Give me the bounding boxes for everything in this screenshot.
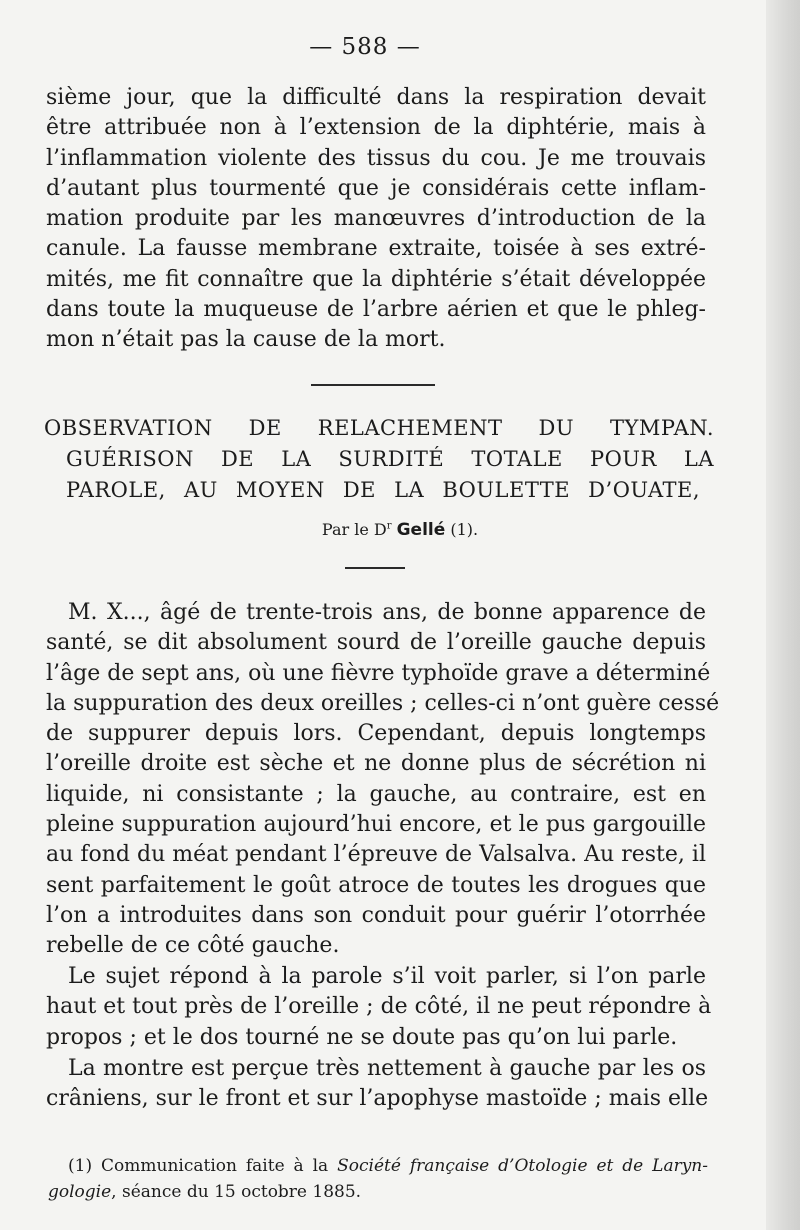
section-rule-top bbox=[311, 384, 435, 386]
text-line: pleine suppuration aujourd’hui encore, et le pus gargouille bbox=[46, 812, 706, 838]
text-line: propos ; et le dos tourné ne se doute pas qu’on lui parle. bbox=[46, 1024, 678, 1050]
article-title bbox=[44, 413, 714, 506]
text-line: crâniens, sur le front et sur l’apophyse mastoïde ; mais elle bbox=[46, 1086, 709, 1112]
text-line: rebelle de ce côté gauche. bbox=[46, 933, 340, 959]
footnote-line bbox=[48, 1179, 708, 1205]
text-line: haut et tout près de l’oreille ; de côté, il ne peut répondre à bbox=[46, 994, 712, 1020]
text-line: sième jour, que la difficulté dans la respiration devait bbox=[46, 85, 706, 110]
author-name: Gellé bbox=[396, 520, 446, 540]
text-line: sent parfaitement le goût atroce de toutes les drogues que bbox=[46, 872, 706, 898]
footnote-line bbox=[48, 1153, 708, 1179]
text-line: Le sujet répond à la parole s’il voit parler, si l’on parle bbox=[68, 964, 706, 989]
text-line: de suppurer depuis lors. Cependant, depuis longtemps bbox=[46, 721, 706, 747]
paragraph-3 bbox=[46, 1054, 709, 1115]
text-line: la suppuration des deux oreilles ; celles-ci n’ont guère cessé bbox=[46, 690, 720, 716]
text-line: La montre est perçue très nettement à gauche par les os bbox=[68, 1056, 706, 1081]
text-line: mités, me fit connaître que la diphtérie s’était développée bbox=[46, 266, 706, 292]
text-line: l’on a introduites dans son conduit pour guérir l’otorrhée bbox=[46, 902, 706, 928]
text-line: liquide, ni consistante ; la gauche, au contraire, est en bbox=[46, 781, 706, 807]
footnote-ref: (1). bbox=[450, 520, 479, 539]
page-number: — 588 — bbox=[309, 34, 421, 60]
paragraph-1 bbox=[46, 598, 720, 962]
text-line: santé, se dit absolument sourd de l’oreille gauche depuis bbox=[46, 630, 706, 656]
footnote-text: , séance du 15 octobre 1885. bbox=[111, 1182, 362, 1202]
title-line: GUÉRISON DE LA SURDITÉ TOTALE POUR LA bbox=[66, 447, 714, 471]
paragraph-2 bbox=[46, 962, 712, 1053]
section-rule-bottom bbox=[345, 567, 405, 569]
footnote-italic: gologie bbox=[48, 1182, 112, 1202]
paragraph-top bbox=[46, 83, 706, 356]
text-line: mon n’était pas la cause de la mort. bbox=[46, 327, 446, 353]
text-line: au fond du méat pendant l’épreuve de Valsalva. Au reste, il bbox=[46, 842, 706, 868]
page-edge-shadow bbox=[766, 0, 800, 1230]
text-line: canule. La fausse membrane extraite, toisée à ses extré- bbox=[46, 236, 706, 262]
text-line: l’inflammation violente des tissus du cou. Je me trouvais bbox=[46, 145, 706, 171]
byline-prefix: Par le D bbox=[321, 520, 387, 539]
text-line: être attribuée non à l’extension de la diphtérie, mais à bbox=[46, 115, 706, 141]
title-line: PAROLE, AU MOYEN DE LA BOULETTE D’OUATE, bbox=[66, 478, 700, 502]
footnote-text: (1) Communication faite à la bbox=[68, 1156, 338, 1176]
byline-sup: r bbox=[386, 520, 392, 532]
text-line: d’autant plus tourmenté que je considérais cette inflam- bbox=[46, 175, 706, 201]
title-line: OBSERVATION DE RELACHEMENT DU TYMPAN. bbox=[44, 416, 714, 440]
text-line: dans toute la muqueuse de l’arbre aérien et que le phleg- bbox=[46, 297, 706, 323]
footnote bbox=[48, 1153, 708, 1205]
footnote-italic: Société française d’Otologie et de Laryn- bbox=[337, 1156, 708, 1176]
text-line: M. X..., âgé de trente-trois ans, de bonne apparence de bbox=[68, 600, 706, 625]
text-line: l’oreille droite est sèche et ne donne plus de sécrétion ni bbox=[46, 751, 706, 777]
text-line: mation produite par les manœuvres d’introduction de la bbox=[46, 206, 706, 232]
byline bbox=[0, 520, 800, 540]
text-line: l’âge de sept ans, où une fièvre typhoïde grave a déterminé bbox=[46, 660, 711, 686]
